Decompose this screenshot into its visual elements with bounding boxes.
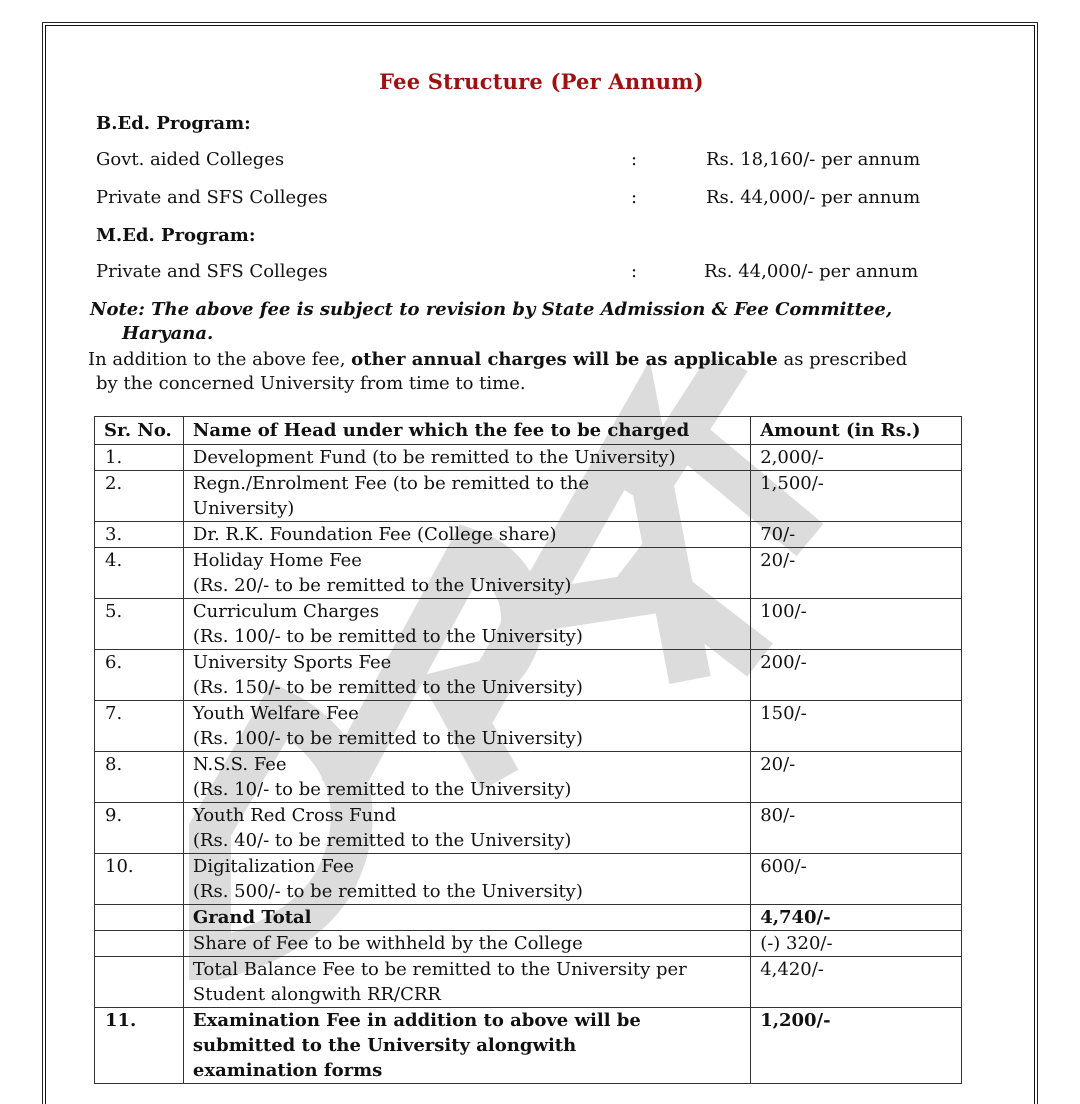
row-sr: 8. [95, 752, 184, 803]
row-amount: 1,500/- [751, 471, 962, 522]
row-amount: 20/- [751, 752, 962, 803]
row-head: Youth Welfare Fee (Rs. 100/- to be remitted to the University) [183, 701, 750, 752]
row-head: Development Fund (to be remitted to the University) [183, 445, 750, 471]
additional-bold: other annual charges will be as applicable [351, 349, 778, 370]
table-row [95, 803, 962, 854]
bed-govt-aided-line [96, 149, 976, 175]
row-amount: 100/- [751, 599, 962, 650]
bed-private-sfs-line [96, 187, 976, 213]
row-amount: 80/- [751, 803, 962, 854]
row-sr: 9. [95, 803, 184, 854]
header-amount: Amount (in Rs.) [751, 417, 962, 445]
withheld-label: Share of Fee to be withheld by the College [183, 931, 750, 957]
med-private-sfs-line [96, 261, 976, 287]
row-sr: 3. [95, 522, 184, 548]
fee-label: Govt. aided Colleges [96, 149, 285, 170]
table-row [95, 522, 962, 548]
table-row [95, 650, 962, 701]
row-sr: 1. [95, 445, 184, 471]
fee-separator: : [631, 187, 638, 208]
row-sr: 10. [95, 854, 184, 905]
row-sr-empty [95, 905, 184, 931]
row-head: Youth Red Cross Fund (Rs. 40/- to be remitted to the University) [183, 803, 750, 854]
row-sr-empty [95, 957, 184, 1008]
note-line-2: Haryana. [122, 323, 214, 344]
withheld-amount: (-) 320/- [751, 931, 962, 957]
exam-fee-amount: 1,200/- [751, 1008, 962, 1084]
fee-separator: : [631, 149, 638, 170]
additional-suffix: as prescribed [777, 349, 908, 370]
header-sr-no: Sr. No. [95, 417, 184, 445]
exam-fee-label: Examination Fee in addition to above will be submitted to the University alongwith examination forms [183, 1008, 750, 1084]
row-sr: 5. [95, 599, 184, 650]
bed-program-heading: B.Ed. Program: [96, 113, 251, 134]
table-row [95, 445, 962, 471]
row-sr: 11. [95, 1008, 184, 1084]
balance-label: Total Balance Fee to be remitted to the University per Student alongwith RR/CRR [183, 957, 750, 1008]
balance-amount: 4,420/- [751, 957, 962, 1008]
additional-line-2: by the concerned University from time to time. [96, 373, 526, 394]
page-title: Fee Structure (Per Annum) [379, 69, 704, 94]
row-amount: 70/- [751, 522, 962, 548]
row-head: Digitalization Fee (Rs. 500/- to be remitted to the University) [183, 854, 750, 905]
table-row [95, 854, 962, 905]
row-head: Curriculum Charges (Rs. 100/- to be remitted to the University) [183, 599, 750, 650]
row-amount: 20/- [751, 548, 962, 599]
row-head: Regn./Enrolment Fee (to be remitted to the University) [183, 471, 750, 522]
row-amount: 2,000/- [751, 445, 962, 471]
row-sr: 6. [95, 650, 184, 701]
table-row [95, 548, 962, 599]
table-row [95, 701, 962, 752]
row-head: Dr. R.K. Foundation Fee (College share) [183, 522, 750, 548]
additional-prefix: In addition to the above fee, [88, 349, 352, 370]
row-amount: 600/- [751, 854, 962, 905]
grand-total-amount: 4,740/- [751, 905, 962, 931]
fee-label: Private and SFS Colleges [96, 261, 328, 282]
fee-amount: Rs. 44,000/- per annum [706, 187, 921, 208]
row-head: N.S.S. Fee (Rs. 10/- to be remitted to the University) [183, 752, 750, 803]
withheld-row [95, 931, 962, 957]
row-sr-empty [95, 931, 184, 957]
additional-charges-text [88, 348, 1008, 396]
revision-note [90, 298, 990, 346]
row-head: Holiday Home Fee (Rs. 20/- to be remitted to the University) [183, 548, 750, 599]
grand-total-row [95, 905, 962, 931]
fee-separator: : [631, 261, 638, 282]
row-sr: 4. [95, 548, 184, 599]
fee-amount: Rs. 18,160/- per annum [706, 149, 921, 170]
fee-label: Private and SFS Colleges [96, 187, 328, 208]
row-sr: 2. [95, 471, 184, 522]
fee-table [94, 416, 962, 1084]
row-sr: 7. [95, 701, 184, 752]
row-amount: 150/- [751, 701, 962, 752]
header-name-of-head: Name of Head under which the fee to be charged [183, 417, 750, 445]
table-row [95, 752, 962, 803]
table-row [95, 471, 962, 522]
med-program-heading: M.Ed. Program: [96, 225, 256, 246]
table-header-row [95, 417, 962, 445]
balance-row [95, 957, 962, 1008]
row-head: University Sports Fee (Rs. 150/- to be remitted to the University) [183, 650, 750, 701]
note-line-1: Note: The above fee is subject to revision by State Admission & Fee Committee, [90, 299, 893, 320]
table-row [95, 599, 962, 650]
grand-total-label: Grand Total [183, 905, 750, 931]
fee-amount: Rs. 44,000/- per annum [704, 261, 919, 282]
exam-fee-row [95, 1008, 962, 1084]
row-amount: 200/- [751, 650, 962, 701]
